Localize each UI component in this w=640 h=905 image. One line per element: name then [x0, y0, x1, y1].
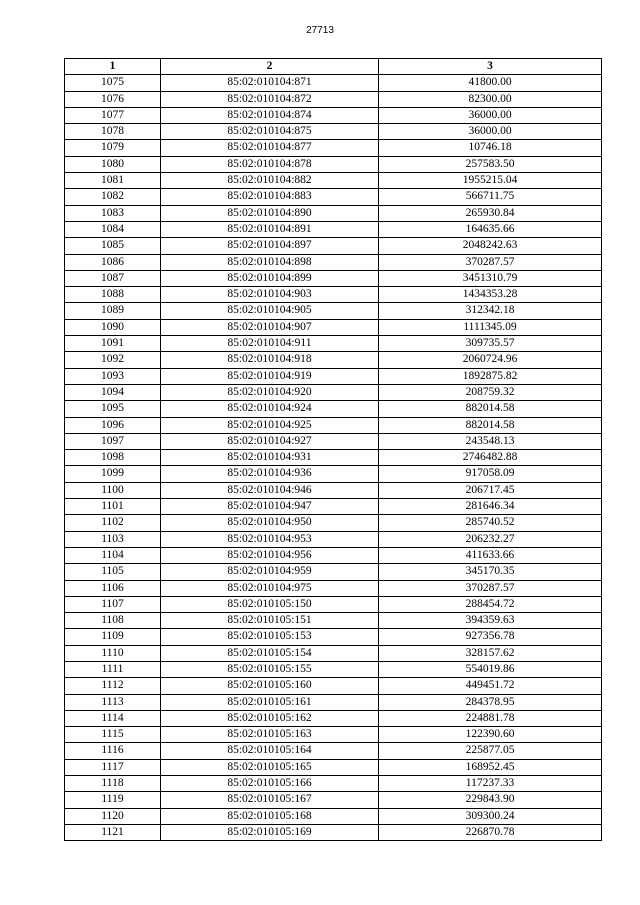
- row-number-cell: 1081: [65, 173, 161, 189]
- table-row: [65, 336, 602, 352]
- cadastral-number-cell: 85:02:010105:169: [161, 824, 379, 840]
- table-row: [65, 564, 602, 580]
- row-number-cell: 1111: [65, 661, 161, 677]
- row-number-cell: 1102: [65, 515, 161, 531]
- value-cell: 370287.57: [379, 254, 602, 270]
- cadastral-number-cell: 85:02:010104:875: [161, 124, 379, 140]
- cadastral-number-cell: 85:02:010105:167: [161, 792, 379, 808]
- cadastral-number-cell: 85:02:010104:903: [161, 287, 379, 303]
- value-cell: 257583.50: [379, 156, 602, 172]
- row-number-cell: 1117: [65, 759, 161, 775]
- table-row: [65, 303, 602, 319]
- value-cell: 449451.72: [379, 678, 602, 694]
- table-row: [65, 75, 602, 91]
- value-cell: 1955215.04: [379, 173, 602, 189]
- column-header-2: 2: [161, 59, 379, 75]
- cadastral-number-cell: 85:02:010104:898: [161, 254, 379, 270]
- value-cell: 3451310.79: [379, 270, 602, 286]
- value-cell: 309735.57: [379, 336, 602, 352]
- row-number-cell: 1093: [65, 368, 161, 384]
- value-cell: 566711.75: [379, 189, 602, 205]
- table-row: [65, 743, 602, 759]
- table-row: [65, 710, 602, 726]
- row-number-cell: 1100: [65, 482, 161, 498]
- row-number-cell: 1113: [65, 694, 161, 710]
- table-row: [65, 661, 602, 677]
- table-row: [65, 107, 602, 123]
- cadastral-number-cell: 85:02:010104:936: [161, 466, 379, 482]
- cadastral-number-cell: 85:02:010105:165: [161, 759, 379, 775]
- row-number-cell: 1083: [65, 205, 161, 221]
- cadastral-number-cell: 85:02:010104:877: [161, 140, 379, 156]
- cadastral-number-cell: 85:02:010104:956: [161, 547, 379, 563]
- value-cell: 285740.52: [379, 515, 602, 531]
- row-number-cell: 1097: [65, 433, 161, 449]
- table-row: [65, 759, 602, 775]
- value-cell: 10746.18: [379, 140, 602, 156]
- cadastral-number-cell: 85:02:010104:874: [161, 107, 379, 123]
- value-cell: 117237.33: [379, 776, 602, 792]
- row-number-cell: 1079: [65, 140, 161, 156]
- cadastral-number-cell: 85:02:010105:154: [161, 645, 379, 661]
- header-row: [65, 59, 602, 75]
- row-number-cell: 1106: [65, 580, 161, 596]
- cadastral-number-cell: 85:02:010104:911: [161, 336, 379, 352]
- table-row: [65, 221, 602, 237]
- row-number-cell: 1080: [65, 156, 161, 172]
- cadastral-number-cell: 85:02:010105:168: [161, 808, 379, 824]
- cadastral-number-cell: 85:02:010104:890: [161, 205, 379, 221]
- table-row: [65, 401, 602, 417]
- value-cell: 206232.27: [379, 531, 602, 547]
- cadastral-number-cell: 85:02:010105:164: [161, 743, 379, 759]
- cadastral-number-cell: 85:02:010105:153: [161, 629, 379, 645]
- table-row: [65, 466, 602, 482]
- value-cell: 2060724.96: [379, 352, 602, 368]
- table-row: [65, 173, 602, 189]
- row-number-cell: 1075: [65, 75, 161, 91]
- table-row: [65, 433, 602, 449]
- data-table: [64, 58, 602, 841]
- table-row: [65, 694, 602, 710]
- value-cell: 224881.78: [379, 710, 602, 726]
- cadastral-number-cell: 85:02:010105:162: [161, 710, 379, 726]
- value-cell: 309300.24: [379, 808, 602, 824]
- cadastral-number-cell: 85:02:010104:918: [161, 352, 379, 368]
- value-cell: 82300.00: [379, 91, 602, 107]
- row-number-cell: 1087: [65, 270, 161, 286]
- table-row: [65, 91, 602, 107]
- cadastral-number-cell: 85:02:010105:160: [161, 678, 379, 694]
- row-number-cell: 1110: [65, 645, 161, 661]
- table-row: [65, 824, 602, 840]
- row-number-cell: 1090: [65, 319, 161, 335]
- cadastral-number-cell: 85:02:010105:150: [161, 596, 379, 612]
- value-cell: 122390.60: [379, 727, 602, 743]
- row-number-cell: 1107: [65, 596, 161, 612]
- row-number-cell: 1119: [65, 792, 161, 808]
- value-cell: 882014.58: [379, 401, 602, 417]
- cadastral-number-cell: 85:02:010104:905: [161, 303, 379, 319]
- table-row: [65, 596, 602, 612]
- value-cell: 225877.05: [379, 743, 602, 759]
- row-number-cell: 1096: [65, 417, 161, 433]
- cadastral-number-cell: 85:02:010104:878: [161, 156, 379, 172]
- row-number-cell: 1086: [65, 254, 161, 270]
- column-header-3: 3: [379, 59, 602, 75]
- table-row: [65, 254, 602, 270]
- cadastral-number-cell: 85:02:010104:924: [161, 401, 379, 417]
- value-cell: 882014.58: [379, 417, 602, 433]
- value-cell: 164635.66: [379, 221, 602, 237]
- table-row: [65, 319, 602, 335]
- table-row: [65, 580, 602, 596]
- value-cell: 36000.00: [379, 107, 602, 123]
- row-number-cell: 1120: [65, 808, 161, 824]
- table-row: [65, 645, 602, 661]
- table-row: [65, 124, 602, 140]
- cadastral-number-cell: 85:02:010104:883: [161, 189, 379, 205]
- cadastral-number-cell: 85:02:010104:931: [161, 450, 379, 466]
- cadastral-number-cell: 85:02:010104:919: [161, 368, 379, 384]
- cadastral-number-cell: 85:02:010105:163: [161, 727, 379, 743]
- value-cell: 1892875.82: [379, 368, 602, 384]
- value-cell: 328157.62: [379, 645, 602, 661]
- row-number-cell: 1112: [65, 678, 161, 694]
- table-row: [65, 352, 602, 368]
- row-number-cell: 1105: [65, 564, 161, 580]
- cadastral-number-cell: 85:02:010104:907: [161, 319, 379, 335]
- cadastral-number-cell: 85:02:010104:891: [161, 221, 379, 237]
- value-cell: 36000.00: [379, 124, 602, 140]
- value-cell: 370287.57: [379, 580, 602, 596]
- value-cell: 917058.09: [379, 466, 602, 482]
- table-row: [65, 776, 602, 792]
- table-row: [65, 727, 602, 743]
- value-cell: 206717.45: [379, 482, 602, 498]
- cadastral-number-cell: 85:02:010104:899: [161, 270, 379, 286]
- row-number-cell: 1101: [65, 499, 161, 515]
- cadastral-number-cell: 85:02:010105:151: [161, 613, 379, 629]
- row-number-cell: 1091: [65, 336, 161, 352]
- row-number-cell: 1104: [65, 547, 161, 563]
- value-cell: 243548.13: [379, 433, 602, 449]
- value-cell: 265930.84: [379, 205, 602, 221]
- cadastral-number-cell: 85:02:010104:947: [161, 499, 379, 515]
- value-cell: 229843.90: [379, 792, 602, 808]
- value-cell: 168952.45: [379, 759, 602, 775]
- table-row: [65, 368, 602, 384]
- cadastral-number-cell: 85:02:010104:920: [161, 384, 379, 400]
- table-row: [65, 270, 602, 286]
- page-number: 27713: [306, 25, 334, 36]
- row-number-cell: 1077: [65, 107, 161, 123]
- value-cell: 927356.78: [379, 629, 602, 645]
- table-row: [65, 515, 602, 531]
- cadastral-number-cell: 85:02:010104:959: [161, 564, 379, 580]
- table-row: [65, 613, 602, 629]
- cadastral-number-cell: 85:02:010105:166: [161, 776, 379, 792]
- table-row: [65, 499, 602, 515]
- cadastral-number-cell: 85:02:010104:872: [161, 91, 379, 107]
- value-cell: 394359.63: [379, 613, 602, 629]
- value-cell: 1434353.28: [379, 287, 602, 303]
- row-number-cell: 1116: [65, 743, 161, 759]
- table-row: [65, 238, 602, 254]
- row-number-cell: 1118: [65, 776, 161, 792]
- value-cell: 288454.72: [379, 596, 602, 612]
- row-number-cell: 1076: [65, 91, 161, 107]
- table-row: [65, 629, 602, 645]
- row-number-cell: 1094: [65, 384, 161, 400]
- table-row: [65, 531, 602, 547]
- row-number-cell: 1095: [65, 401, 161, 417]
- row-number-cell: 1108: [65, 613, 161, 629]
- table-row: [65, 678, 602, 694]
- row-number-cell: 1103: [65, 531, 161, 547]
- value-cell: 208759.32: [379, 384, 602, 400]
- row-number-cell: 1088: [65, 287, 161, 303]
- table-row: [65, 156, 602, 172]
- table-row: [65, 140, 602, 156]
- table-row: [65, 450, 602, 466]
- cadastral-number-cell: 85:02:010105:161: [161, 694, 379, 710]
- table-row: [65, 287, 602, 303]
- table-row: [65, 792, 602, 808]
- row-number-cell: 1099: [65, 466, 161, 482]
- row-number-cell: 1098: [65, 450, 161, 466]
- value-cell: 345170.35: [379, 564, 602, 580]
- table-row: [65, 808, 602, 824]
- cadastral-number-cell: 85:02:010104:927: [161, 433, 379, 449]
- row-number-cell: 1114: [65, 710, 161, 726]
- cadastral-number-cell: 85:02:010104:897: [161, 238, 379, 254]
- cadastral-number-cell: 85:02:010104:946: [161, 482, 379, 498]
- row-number-cell: 1082: [65, 189, 161, 205]
- value-cell: 281646.34: [379, 499, 602, 515]
- table-row: [65, 547, 602, 563]
- value-cell: 1111345.09: [379, 319, 602, 335]
- table-body: [65, 75, 602, 841]
- row-number-cell: 1089: [65, 303, 161, 319]
- table-row: [65, 189, 602, 205]
- cadastral-number-cell: 85:02:010104:975: [161, 580, 379, 596]
- value-cell: 2746482.88: [379, 450, 602, 466]
- value-cell: 554019.86: [379, 661, 602, 677]
- row-number-cell: 1109: [65, 629, 161, 645]
- value-cell: 312342.18: [379, 303, 602, 319]
- row-number-cell: 1078: [65, 124, 161, 140]
- row-number-cell: 1115: [65, 727, 161, 743]
- table-row: [65, 205, 602, 221]
- value-cell: 411633.66: [379, 547, 602, 563]
- value-cell: 226870.78: [379, 824, 602, 840]
- row-number-cell: 1092: [65, 352, 161, 368]
- column-header-1: 1: [65, 59, 161, 75]
- cadastral-number-cell: 85:02:010104:925: [161, 417, 379, 433]
- cadastral-number-cell: 85:02:010105:155: [161, 661, 379, 677]
- table-row: [65, 482, 602, 498]
- value-cell: 2048242.63: [379, 238, 602, 254]
- value-cell: 284378.95: [379, 694, 602, 710]
- value-cell: 41800.00: [379, 75, 602, 91]
- table-row: [65, 384, 602, 400]
- table-row: [65, 417, 602, 433]
- cadastral-number-cell: 85:02:010104:950: [161, 515, 379, 531]
- cadastral-number-cell: 85:02:010104:882: [161, 173, 379, 189]
- row-number-cell: 1121: [65, 824, 161, 840]
- cadastral-number-cell: 85:02:010104:953: [161, 531, 379, 547]
- cadastral-number-cell: 85:02:010104:871: [161, 75, 379, 91]
- row-number-cell: 1084: [65, 221, 161, 237]
- row-number-cell: 1085: [65, 238, 161, 254]
